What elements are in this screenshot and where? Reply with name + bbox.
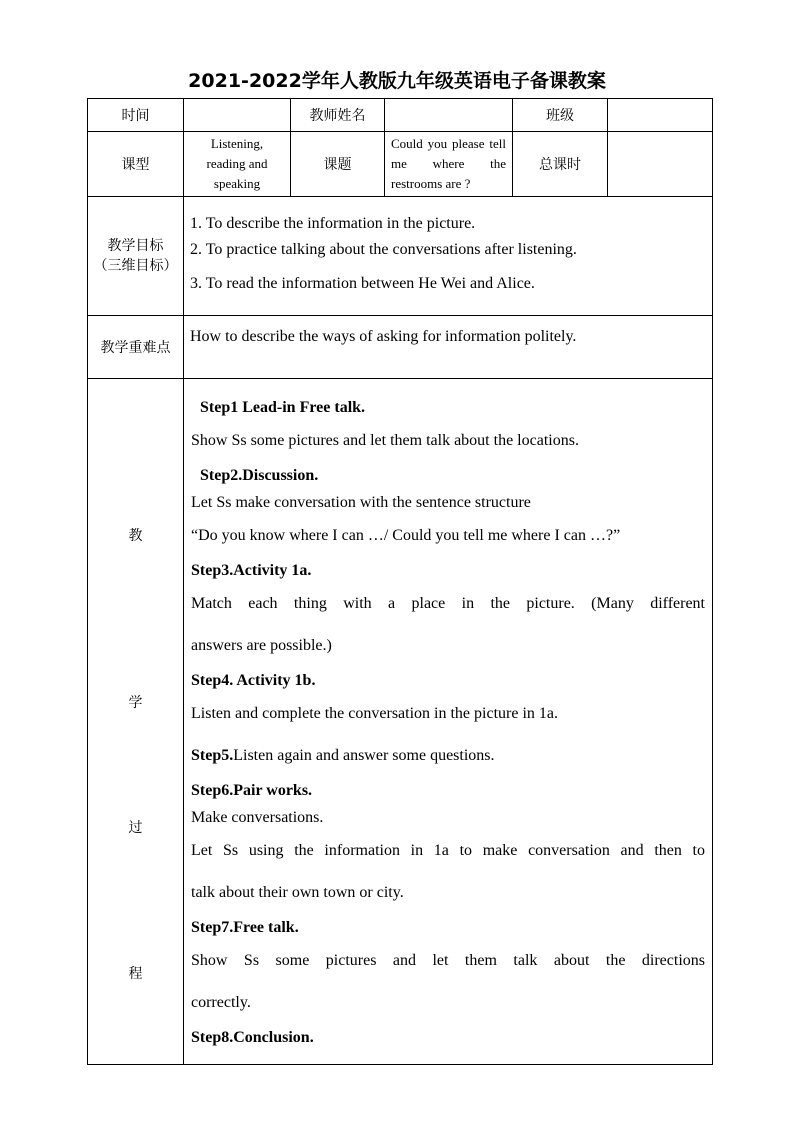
objective-item: 3. To read the information between He Wei and Alice.: [190, 275, 535, 292]
class-label: 班级: [513, 99, 608, 132]
step2-text-2: “Do you know where I can …/ Could you tell me where I can …?”: [191, 527, 621, 544]
objectives-row: [88, 197, 713, 316]
process-label: [88, 379, 184, 1065]
objectives-label-line1: 教学目标: [107, 238, 164, 254]
process-row: [88, 379, 713, 1065]
key-points-label: 教学重难点: [88, 316, 184, 379]
lesson-type-value: Listening, reading and speaking: [184, 132, 291, 197]
process-label-char: 教: [128, 528, 143, 544]
class-value-cell[interactable]: [608, 99, 713, 132]
step5-line: [191, 745, 705, 767]
time-value-cell[interactable]: [184, 99, 291, 132]
process-content: [184, 379, 713, 1065]
step1-title: Step1 Lead-in Free talk.: [200, 399, 366, 416]
step8-title: Step8.Conclusion.: [191, 1029, 314, 1046]
teacher-name-value-cell[interactable]: [385, 99, 513, 132]
header-row: [88, 99, 713, 132]
objective-item: 1. To describe the information in the picture.: [190, 215, 476, 232]
time-label: 时间: [88, 99, 184, 132]
key-points-content: [184, 316, 713, 379]
teacher-name-label: 教师姓名: [291, 99, 385, 132]
objectives-content: [184, 197, 713, 316]
step7-text-2: correctly.: [191, 994, 251, 1011]
step5-text: Listen again and answer some questions.: [233, 747, 495, 764]
process-label-char: 学: [128, 695, 143, 711]
step6-text-3: talk about their own town or city.: [191, 884, 404, 901]
step3-text-1: Match each thing with a place in the picture. (Many different: [191, 595, 705, 612]
step2-text-1: Let Ss make conversation with the sentence structure: [191, 494, 531, 511]
document-title: 2021-2022学年人教版九年级英语电子备课教案: [188, 70, 606, 92]
total-hours-label: 总课时: [513, 132, 608, 197]
total-hours-value-cell[interactable]: [608, 132, 713, 197]
lesson-type-label: 课型: [88, 132, 184, 197]
step6-text-2: Let Ss using the information in 1a to make conversation and then to: [191, 842, 705, 859]
step6-title: Step6.Pair works.: [191, 782, 313, 799]
key-points-text: How to describe the ways of asking for information politely.: [190, 328, 577, 345]
process-label-char: 程: [128, 966, 143, 982]
step1-text: Show Ss some pictures and let them talk about the locations.: [191, 432, 579, 449]
type-row: [88, 132, 713, 197]
step3-text-2: answers are possible.): [191, 637, 332, 654]
objectives-label: [88, 197, 184, 316]
step2-title: Step2.Discussion.: [200, 467, 319, 484]
step6-text-1: Make conversations.: [191, 809, 324, 826]
objectives-label-line2: （三维目标）: [93, 258, 178, 274]
step4-title: Step4. Activity 1b.: [191, 672, 316, 689]
lesson-plan-table: [87, 98, 713, 1065]
step5-title: Step5.: [191, 747, 234, 764]
step3-title: Step3.Activity 1a.: [191, 562, 312, 579]
step7-title: Step7.Free talk.: [191, 919, 299, 936]
topic-value: Could you please tell me where the restrooms are ?: [385, 132, 513, 197]
step4-text: Listen and complete the conversation in the picture in 1a.: [191, 705, 558, 722]
objective-item: 2. To practice talking about the conversations after listening.: [190, 241, 577, 258]
process-label-char: 过: [128, 820, 143, 836]
topic-label: 课题: [291, 132, 385, 197]
step7-text-1: Show Ss some pictures and let them talk about the directions: [191, 952, 705, 969]
key-points-row: [88, 316, 713, 379]
